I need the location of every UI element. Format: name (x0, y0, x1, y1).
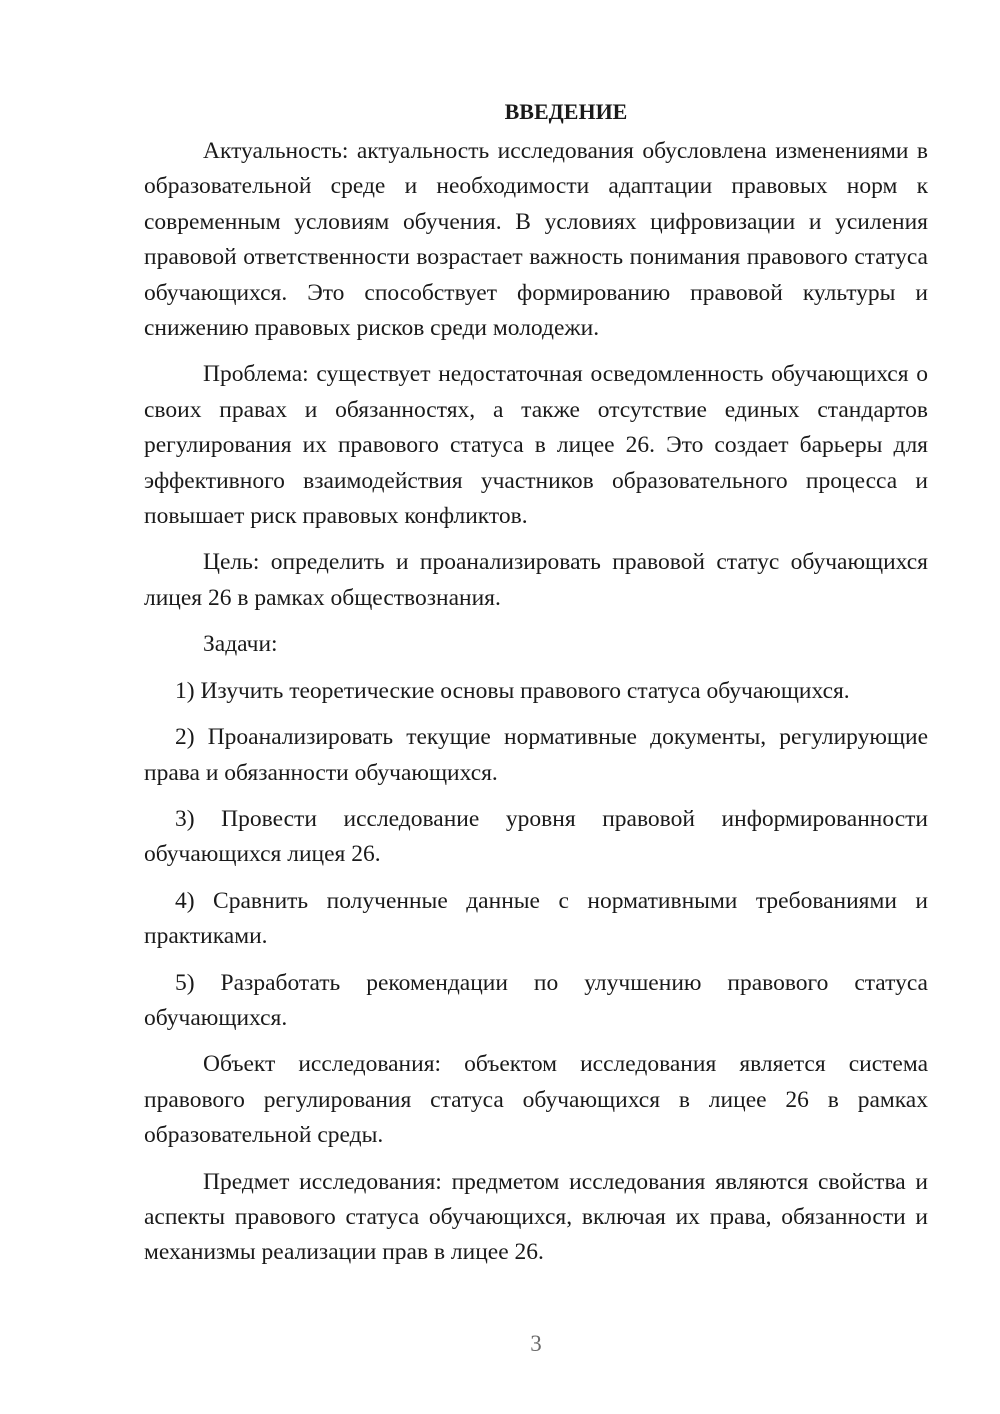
task-item-1: 1) Изучить теоретические основы правового статуса обучающихся. (175, 677, 850, 704)
section-heading: ВВЕДЕНИЕ (504, 99, 628, 124)
task-item-4: 4) Сравнить полученные данные с нормативными требованиями и практиками. (144, 887, 928, 950)
page-content (144, 94, 928, 1282)
paragraph-relevance: Актуальность: актуальность исследования обусловлена изменениями в образовательной среде и необходимости адаптации правовых норм к современным условиям обучения. В условиях цифровизации и усиления правовой ответственности возрастает важность понимания правового статуса обучающихся. Это способствует формированию правовой культуры и снижению правовых рисков среди молодежи. (144, 138, 928, 342)
task-item-5: 5) Разработать рекомендации по улучшению правового статуса обучающихся. (144, 969, 928, 1031)
paragraph-goal: Цель: определить и проанализировать правовой статус обучающихся лицея 26 в рамках обществознания. (144, 549, 928, 611)
task-item-3: 3) Провести исследование уровня правовой информированности обучающихся лицея 26. (144, 805, 928, 868)
paragraph-object: Объект исследования: объектом исследования является система правового регулирования статуса обучающихся в лицее 26 в рамках образовательной среды. (144, 1051, 928, 1149)
page-number: 3 (530, 1331, 542, 1356)
paragraph-tasks-label: Задачи: (203, 631, 278, 658)
paragraph-problem: Проблема: существует недостаточная осведомленность обучающихся о своих правах и обязанностях, а также отсутствие единых стандартов регулирования их правового статуса в лицее 26. Это создает барьеры для эффективного взаимодействия участников образовательного процесса и повышает риск правовых конфликтов. (144, 361, 928, 530)
task-item-2: 2) Проанализировать текущие нормативные документы, регулирующие права и обязанности обучающихся. (144, 724, 928, 786)
paragraph-subject: Предмет исследования: предметом исследования являются свойства и аспекты правового статуса обучающихся, включая их права, обязанности и механизмы реализации прав в лицее 26. (144, 1168, 928, 1266)
